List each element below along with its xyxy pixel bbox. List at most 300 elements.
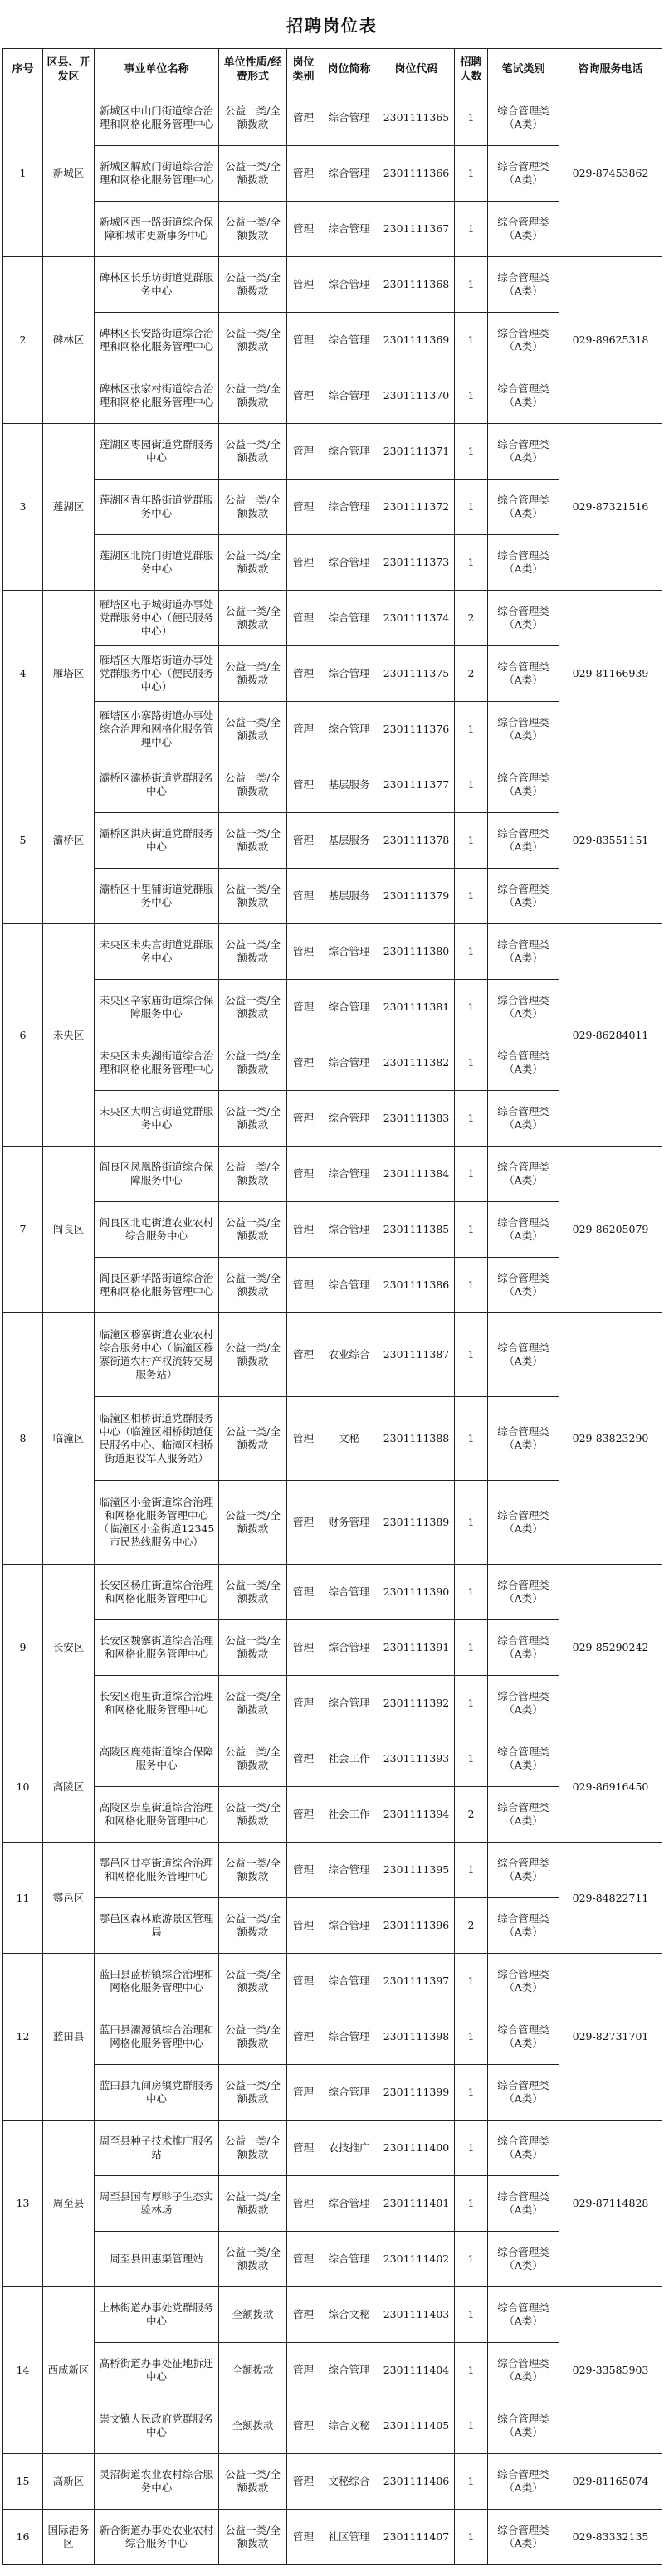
row-count: 1 [455, 1202, 488, 1258]
row-position: 综合管理 [320, 591, 378, 646]
table-row [3, 90, 662, 146]
row-count: 1 [455, 1091, 488, 1147]
row-position: 社会工作 [320, 1787, 378, 1843]
row-code: 2301111386 [378, 1258, 455, 1313]
row-unit-name: 灞桥区洪庆街道党群服务中心 [95, 813, 219, 869]
row-category: 管理 [287, 813, 320, 869]
row-position: 文秘综合 [320, 2454, 378, 2510]
row-position: 综合管理 [320, 2343, 378, 2398]
page-title: 招聘岗位表 [286, 15, 378, 36]
row-nature: 公益一类/全额拨款 [219, 2176, 287, 2232]
row-count: 1 [455, 1258, 488, 1313]
row-category: 管理 [287, 980, 320, 1035]
row-category: 管理 [287, 90, 320, 146]
row-nature: 公益一类/全额拨款 [219, 90, 287, 146]
row-count: 1 [455, 980, 488, 1035]
header-category: 岗位类别 [287, 49, 320, 90]
row-index: 6 [3, 924, 43, 1147]
row-exam: 综合管理类（A类） [488, 146, 559, 202]
row-code: 2301111375 [378, 646, 455, 702]
row-exam: 综合管理类（A类） [488, 2009, 559, 2065]
row-code: 2301111392 [378, 1676, 455, 1731]
row-unit-name: 新城区解放门街道综合治理和网格化服务管理中心 [95, 146, 219, 202]
row-position: 综合文秘 [320, 2398, 378, 2454]
row-exam: 综合管理类（A类） [488, 1035, 559, 1091]
row-phone: 029-81165074 [559, 2454, 662, 2510]
row-position: 综合管理 [320, 257, 378, 313]
row-count: 1 [455, 1313, 488, 1397]
row-index: 9 [3, 1565, 43, 1731]
row-exam: 综合管理类（A类） [488, 1676, 559, 1731]
row-position: 综合管理 [320, 1898, 378, 1954]
row-nature: 公益一类/全额拨款 [219, 1565, 287, 1620]
row-count: 1 [455, 702, 488, 757]
row-position: 综合管理 [320, 90, 378, 146]
row-unit-name: 周至县国有厚畛子生态实验林场 [95, 2176, 219, 2232]
row-category: 管理 [287, 1620, 320, 1676]
row-category: 管理 [287, 646, 320, 702]
row-nature: 公益一类/全额拨款 [219, 368, 287, 424]
row-nature: 公益一类/全额拨款 [219, 646, 287, 702]
row-exam: 综合管理类（A类） [488, 2454, 559, 2510]
row-unit-name: 新城区中山门街道综合治理和网格化服务管理中心 [95, 90, 219, 146]
row-nature: 公益一类/全额拨款 [219, 1481, 287, 1565]
row-exam: 综合管理类（A类） [488, 424, 559, 480]
row-position: 综合管理 [320, 1676, 378, 1731]
row-unit-name: 鄠邑区森林旅游景区管理局 [95, 1898, 219, 1954]
header-phone: 咨询服务电话 [559, 49, 662, 90]
row-exam: 综合管理类（A类） [488, 1620, 559, 1676]
table-row [3, 1731, 662, 1787]
row-code: 2301111389 [378, 1481, 455, 1565]
row-count: 1 [455, 1954, 488, 2009]
table-row [3, 257, 662, 313]
row-exam: 综合管理类（A类） [488, 1397, 559, 1481]
row-phone: 029-83823290 [559, 1313, 662, 1565]
row-count: 1 [455, 813, 488, 869]
row-nature: 公益一类/全额拨款 [219, 980, 287, 1035]
row-nature: 全额拨款 [219, 2398, 287, 2454]
row-nature: 公益一类/全额拨款 [219, 1954, 287, 2009]
row-code: 2301111403 [378, 2287, 455, 2343]
row-position: 综合管理 [320, 2065, 378, 2121]
row-unit-name: 阎良区北屯街道农业农村综合服务中心 [95, 1202, 219, 1258]
row-category: 管理 [287, 702, 320, 757]
row-unit-name: 高桥街道办事处征地拆迁中心 [95, 2343, 219, 2398]
row-nature: 公益一类/全额拨款 [219, 1787, 287, 1843]
row-code: 2301111406 [378, 2454, 455, 2510]
row-exam: 综合管理类（A类） [488, 1147, 559, 1202]
row-phone: 029-84822711 [559, 1843, 662, 1954]
row-count: 1 [455, 1676, 488, 1731]
row-exam: 综合管理类（A类） [488, 2287, 559, 2343]
row-position: 综合管理 [320, 1565, 378, 1620]
row-exam: 综合管理类（A类） [488, 1843, 559, 1898]
row-exam: 综合管理类（A类） [488, 480, 559, 535]
row-category: 管理 [287, 313, 320, 368]
row-exam: 综合管理类（A类） [488, 1898, 559, 1954]
header-index: 序号 [3, 49, 43, 90]
row-code: 2301111390 [378, 1565, 455, 1620]
row-unit-name: 蓝田县灞源镇综合治理和网格化服务管理中心 [95, 2009, 219, 2065]
row-nature: 公益一类/全额拨款 [219, 1620, 287, 1676]
row-district: 周至县 [43, 2121, 95, 2287]
row-index: 2 [3, 257, 43, 424]
row-category: 管理 [287, 591, 320, 646]
row-count: 1 [455, 1481, 488, 1565]
row-count: 1 [455, 480, 488, 535]
table-row [3, 924, 662, 980]
row-position: 综合管理 [320, 368, 378, 424]
row-code: 2301111401 [378, 2176, 455, 2232]
row-district: 国际港务区 [43, 2510, 95, 2565]
row-exam: 综合管理类（A类） [488, 702, 559, 757]
row-category: 管理 [287, 1954, 320, 2009]
row-count: 1 [455, 1397, 488, 1481]
row-code: 2301111395 [378, 1843, 455, 1898]
row-unit-name: 雁塔区小寨路街道办事处综合治理和网格化服务管理中心 [95, 702, 219, 757]
row-code: 2301111366 [378, 146, 455, 202]
row-exam: 综合管理类（A类） [488, 646, 559, 702]
row-unit-name: 上林街道办事处党群服务中心 [95, 2287, 219, 2343]
row-code: 2301111404 [378, 2343, 455, 2398]
row-unit-name: 雁塔区电子城街道办事处党群服务中心（便民服务中心） [95, 591, 219, 646]
row-unit-name: 未央区大明宫街道党群服务中心 [95, 1091, 219, 1147]
row-code: 2301111393 [378, 1731, 455, 1787]
row-position: 基层服务 [320, 813, 378, 869]
row-category: 管理 [287, 1035, 320, 1091]
row-position: 文秘 [320, 1397, 378, 1481]
row-category: 管理 [287, 535, 320, 591]
row-unit-name: 周至县田惠渠管理站 [95, 2232, 219, 2287]
row-category: 管理 [287, 869, 320, 924]
row-nature: 公益一类/全额拨款 [219, 1731, 287, 1787]
row-nature: 公益一类/全额拨款 [219, 535, 287, 591]
row-nature: 公益一类/全额拨款 [219, 313, 287, 368]
row-unit-name: 崇文镇人民政府党群服务中心 [95, 2398, 219, 2454]
row-category: 管理 [287, 1787, 320, 1843]
row-code: 2301111371 [378, 424, 455, 480]
row-position: 综合管理 [320, 1620, 378, 1676]
row-count: 1 [455, 535, 488, 591]
row-district: 蓝田县 [43, 1954, 95, 2121]
row-count: 2 [455, 591, 488, 646]
row-code: 2301111368 [378, 257, 455, 313]
row-code: 2301111377 [378, 757, 455, 813]
row-district: 高新区 [43, 2454, 95, 2510]
row-category: 管理 [287, 2454, 320, 2510]
row-count: 1 [455, 202, 488, 257]
row-nature: 公益一类/全额拨款 [219, 757, 287, 813]
row-nature: 公益一类/全额拨款 [219, 591, 287, 646]
row-exam: 综合管理类（A类） [488, 2121, 559, 2176]
row-code: 2301111372 [378, 480, 455, 535]
row-count: 1 [455, 2121, 488, 2176]
row-exam: 综合管理类（A类） [488, 2398, 559, 2454]
table-row [3, 757, 662, 813]
row-index: 3 [3, 424, 43, 591]
row-code: 2301111365 [378, 90, 455, 146]
row-district: 鄠邑区 [43, 1843, 95, 1954]
row-exam: 综合管理类（A类） [488, 869, 559, 924]
row-code: 2301111396 [378, 1898, 455, 1954]
row-position: 财务管理 [320, 1481, 378, 1565]
row-position: 综合管理 [320, 535, 378, 591]
row-unit-name: 高陵区崇皇街道综合治理和网格化服务管理中心 [95, 1787, 219, 1843]
row-code: 2301111391 [378, 1620, 455, 1676]
row-phone: 029-87453862 [559, 90, 662, 257]
row-count: 2 [455, 1898, 488, 1954]
header-nature: 单位性质/经费形式 [219, 49, 287, 90]
row-phone: 029-82731701 [559, 1954, 662, 2121]
header-district: 区县、开发区 [43, 49, 95, 90]
table-row [3, 1843, 662, 1898]
row-position: 综合管理 [320, 202, 378, 257]
row-unit-name: 长安区砲里街道综合治理和网格化服务管理中心 [95, 1676, 219, 1731]
table-row [3, 1565, 662, 1620]
row-district: 新城区 [43, 90, 95, 257]
row-nature: 全额拨款 [219, 2343, 287, 2398]
row-unit-name: 临潼区相桥街道党群服务中心（临潼区相桥街道便民服务中心、临潼区相桥街道退役军人服务站） [95, 1397, 219, 1481]
row-position: 综合管理 [320, 702, 378, 757]
table-row [3, 1313, 662, 1397]
row-position: 综合管理 [320, 2009, 378, 2065]
row-nature: 公益一类/全额拨款 [219, 2009, 287, 2065]
row-exam: 综合管理类（A类） [488, 924, 559, 980]
row-count: 1 [455, 2510, 488, 2565]
row-district: 雁塔区 [43, 591, 95, 757]
row-position: 综合管理 [320, 1202, 378, 1258]
row-count: 1 [455, 2065, 488, 2121]
row-count: 1 [455, 1035, 488, 1091]
row-category: 管理 [287, 1676, 320, 1731]
row-count: 1 [455, 424, 488, 480]
row-position: 综合管理 [320, 313, 378, 368]
row-count: 1 [455, 257, 488, 313]
row-exam: 综合管理类（A类） [488, 2510, 559, 2565]
row-unit-name: 莲湖区青年路街道党群服务中心 [95, 480, 219, 535]
row-phone: 029-86916450 [559, 1731, 662, 1843]
row-count: 1 [455, 2232, 488, 2287]
row-category: 管理 [287, 1258, 320, 1313]
row-count: 1 [455, 2287, 488, 2343]
row-category: 管理 [287, 1313, 320, 1397]
row-category: 管理 [287, 924, 320, 980]
row-position: 农技推广 [320, 2121, 378, 2176]
row-exam: 综合管理类（A类） [488, 1787, 559, 1843]
row-nature: 公益一类/全额拨款 [219, 2510, 287, 2565]
row-unit-name: 阎良区凤凰路街道综合保障服务中心 [95, 1147, 219, 1202]
row-position: 基层服务 [320, 757, 378, 813]
row-index: 12 [3, 1954, 43, 2121]
header-unit: 事业单位名称 [95, 49, 219, 90]
row-category: 管理 [287, 1202, 320, 1258]
row-nature: 全额拨款 [219, 2287, 287, 2343]
header-code: 岗位代码 [378, 49, 455, 90]
row-code: 2301111405 [378, 2398, 455, 2454]
row-phone: 029-87321516 [559, 424, 662, 591]
row-nature: 公益一类/全额拨款 [219, 702, 287, 757]
row-phone: 029-33585903 [559, 2287, 662, 2454]
row-category: 管理 [287, 2343, 320, 2398]
row-code: 2301111380 [378, 924, 455, 980]
row-nature: 公益一类/全额拨款 [219, 202, 287, 257]
row-count: 1 [455, 90, 488, 146]
row-count: 1 [455, 757, 488, 813]
row-exam: 综合管理类（A类） [488, 1091, 559, 1147]
row-exam: 综合管理类（A类） [488, 1565, 559, 1620]
row-code: 2301111381 [378, 980, 455, 1035]
row-unit-name: 周至县种子技术推广服务站 [95, 2121, 219, 2176]
row-count: 1 [455, 2009, 488, 2065]
row-position: 综合管理 [320, 1091, 378, 1147]
row-category: 管理 [287, 2121, 320, 2176]
table-row [3, 424, 662, 480]
row-nature: 公益一类/全额拨款 [219, 2454, 287, 2510]
row-position: 社会工作 [320, 1731, 378, 1787]
row-exam: 综合管理类（A类） [488, 813, 559, 869]
row-unit-name: 长安区杨庄街道综合治理和网格化服务管理中心 [95, 1565, 219, 1620]
row-index: 5 [3, 757, 43, 924]
row-count: 2 [455, 646, 488, 702]
row-unit-name: 高陵区鹿苑街道综合保障服务中心 [95, 1731, 219, 1787]
table-row [3, 2121, 662, 2176]
row-count: 1 [455, 2176, 488, 2232]
table-row [3, 2287, 662, 2343]
row-exam: 综合管理类（A类） [488, 591, 559, 646]
row-category: 管理 [287, 1843, 320, 1898]
row-unit-name: 蓝田县蓝桥镇综合治理和网格化服务管理中心 [95, 1954, 219, 2009]
row-exam: 综合管理类（A类） [488, 980, 559, 1035]
row-code: 2301111382 [378, 1035, 455, 1091]
row-index: 15 [3, 2454, 43, 2510]
row-exam: 综合管理类（A类） [488, 1731, 559, 1787]
row-index: 4 [3, 591, 43, 757]
row-count: 1 [455, 924, 488, 980]
row-district: 阎良区 [43, 1147, 95, 1313]
row-code: 2301111373 [378, 535, 455, 591]
row-district: 长安区 [43, 1565, 95, 1731]
row-code: 2301111379 [378, 869, 455, 924]
row-exam: 综合管理类（A类） [488, 535, 559, 591]
row-phone: 029-87114828 [559, 2121, 662, 2287]
row-index: 11 [3, 1843, 43, 1954]
row-unit-name: 碑林区张家村街道综合治理和网格化服务管理中心 [95, 368, 219, 424]
row-count: 2 [455, 1787, 488, 1843]
row-category: 管理 [287, 2232, 320, 2287]
row-category: 管理 [287, 480, 320, 535]
row-count: 1 [455, 2454, 488, 2510]
row-exam: 综合管理类（A类） [488, 1202, 559, 1258]
row-code: 2301111384 [378, 1147, 455, 1202]
row-unit-name: 雁塔区大雁塔街道办事处党群服务中心（便民服务中心） [95, 646, 219, 702]
row-index: 16 [3, 2510, 43, 2565]
row-district: 高陵区 [43, 1731, 95, 1843]
row-district: 西咸新区 [43, 2287, 95, 2454]
row-position: 综合文秘 [320, 2287, 378, 2343]
row-exam: 综合管理类（A类） [488, 313, 559, 368]
row-phone: 029-86205079 [559, 1147, 662, 1313]
row-code: 2301111370 [378, 368, 455, 424]
row-category: 管理 [287, 2065, 320, 2121]
table-row [3, 1147, 662, 1202]
row-count: 1 [455, 869, 488, 924]
row-index: 8 [3, 1313, 43, 1565]
row-position: 综合管理 [320, 424, 378, 480]
row-unit-name: 灵沼街道农业农村综合服务中心 [95, 2454, 219, 2510]
row-phone: 029-83332135 [559, 2510, 662, 2565]
row-district: 临潼区 [43, 1313, 95, 1565]
table-row [3, 2510, 662, 2565]
table-row [3, 591, 662, 646]
row-phone: 029-83551151 [559, 757, 662, 924]
row-nature: 公益一类/全额拨款 [219, 2121, 287, 2176]
row-unit-name: 未央区辛家庙街道综合保障服务中心 [95, 980, 219, 1035]
row-nature: 公益一类/全额拨款 [219, 1202, 287, 1258]
table-row [3, 1954, 662, 2009]
row-code: 2301111400 [378, 2121, 455, 2176]
row-district: 灞桥区 [43, 757, 95, 924]
row-code: 2301111376 [378, 702, 455, 757]
row-phone: 029-81166939 [559, 591, 662, 757]
row-nature: 公益一类/全额拨款 [219, 1676, 287, 1731]
row-exam: 综合管理类（A类） [488, 1313, 559, 1397]
row-nature: 公益一类/全额拨款 [219, 1147, 287, 1202]
row-code: 2301111402 [378, 2232, 455, 2287]
row-unit-name: 新合街道办事处农业农村综合服务中心 [95, 2510, 219, 2565]
row-position: 综合管理 [320, 1954, 378, 2009]
row-exam: 综合管理类（A类） [488, 257, 559, 313]
row-code: 2301111407 [378, 2510, 455, 2565]
row-unit-name: 莲湖区枣园街道党群服务中心 [95, 424, 219, 480]
row-nature: 公益一类/全额拨款 [219, 1397, 287, 1481]
row-code: 2301111369 [378, 313, 455, 368]
row-code: 2301111388 [378, 1397, 455, 1481]
row-position: 综合管理 [320, 1147, 378, 1202]
table-header-row [3, 49, 662, 90]
row-category: 管理 [287, 2176, 320, 2232]
header-position: 岗位简称 [320, 49, 378, 90]
row-nature: 公益一类/全额拨款 [219, 869, 287, 924]
header-exam: 笔试类别 [488, 49, 559, 90]
row-nature: 公益一类/全额拨款 [219, 1313, 287, 1397]
row-count: 1 [455, 1620, 488, 1676]
row-nature: 公益一类/全额拨款 [219, 1843, 287, 1898]
row-unit-name: 鄠邑区甘亭街道综合治理和网格化服务管理中心 [95, 1843, 219, 1898]
row-unit-name: 碑林区长乐坊街道党群服务中心 [95, 257, 219, 313]
row-category: 管理 [287, 202, 320, 257]
row-count: 1 [455, 1731, 488, 1787]
row-exam: 综合管理类（A类） [488, 2176, 559, 2232]
row-position: 农业综合 [320, 1313, 378, 1397]
row-code: 2301111394 [378, 1787, 455, 1843]
row-code: 2301111374 [378, 591, 455, 646]
row-exam: 综合管理类（A类） [488, 2343, 559, 2398]
row-nature: 公益一类/全额拨款 [219, 1258, 287, 1313]
row-district: 莲湖区 [43, 424, 95, 591]
row-count: 1 [455, 1147, 488, 1202]
row-exam: 综合管理类（A类） [488, 1481, 559, 1565]
row-nature: 公益一类/全额拨款 [219, 813, 287, 869]
row-count: 1 [455, 368, 488, 424]
row-code: 2301111397 [378, 1954, 455, 2009]
row-phone: 029-89625318 [559, 257, 662, 424]
row-nature: 公益一类/全额拨款 [219, 1091, 287, 1147]
row-unit-name: 灞桥区灞桥街道党群服务中心 [95, 757, 219, 813]
row-category: 管理 [287, 1147, 320, 1202]
row-category: 管理 [287, 368, 320, 424]
row-nature: 公益一类/全额拨款 [219, 1898, 287, 1954]
